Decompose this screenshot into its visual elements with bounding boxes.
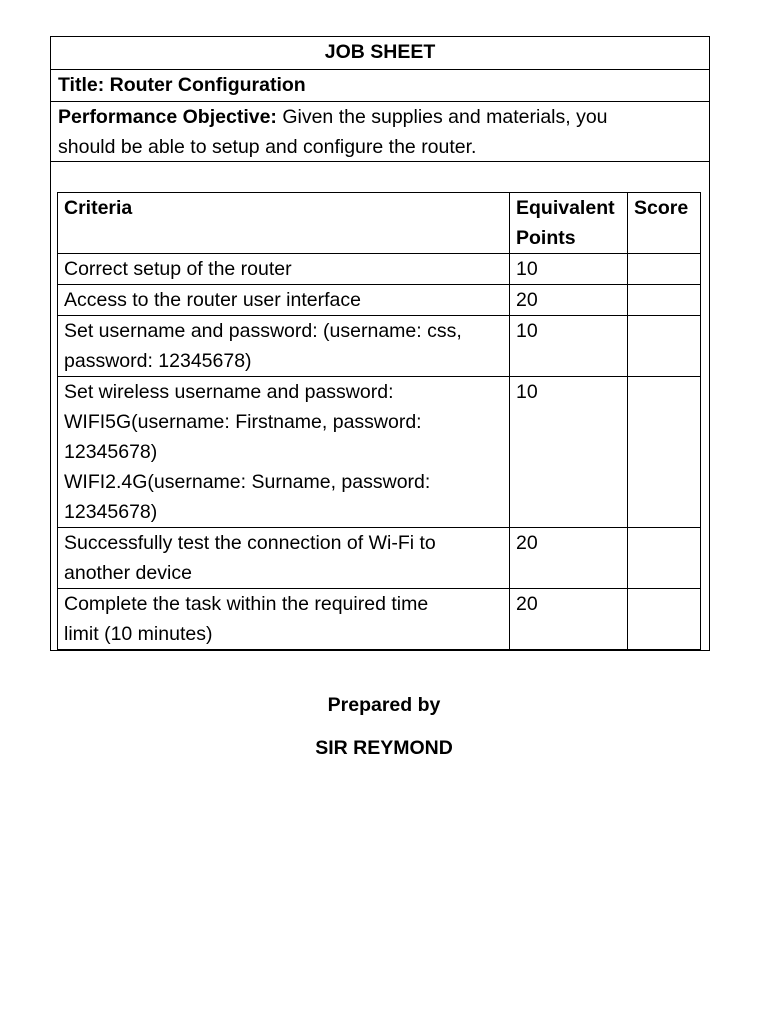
- table-row: [58, 254, 701, 285]
- points-cell: 20: [510, 589, 628, 650]
- score-cell[interactable]: [628, 316, 701, 377]
- table-row: [58, 316, 701, 377]
- table-row: [58, 528, 701, 589]
- criteria-table-wrapper: [51, 162, 709, 650]
- objective-label: Performance Objective:: [58, 106, 277, 128]
- header-equivalent-points: [510, 193, 628, 254]
- criteria-text: WIFI2.4G(username: Surname, password:: [64, 471, 431, 493]
- score-cell[interactable]: [628, 285, 701, 316]
- points-cell: 10: [510, 377, 628, 528]
- header-points-line2: Points: [516, 227, 576, 249]
- header-criteria: Criteria: [58, 193, 510, 254]
- criteria-cell: [58, 316, 510, 377]
- criteria-text: Successfully test the connection of Wi-Fi to: [64, 532, 436, 554]
- table-header-row: [58, 193, 701, 254]
- score-cell[interactable]: [628, 589, 701, 650]
- points-cell: 20: [510, 285, 628, 316]
- criteria-table-body: [58, 254, 701, 650]
- criteria-table: [57, 192, 701, 650]
- objective-text-line2: should be able to setup and configure the router.: [58, 136, 477, 158]
- criteria-cell: [58, 377, 510, 528]
- criteria-text: Complete the task within the required time: [64, 593, 429, 615]
- objective-text-line1: Given the supplies and materials, you: [276, 106, 608, 128]
- prepared-by-label: Prepared by: [327, 694, 441, 716]
- table-row: [58, 285, 701, 316]
- criteria-text: another device: [64, 562, 192, 584]
- criteria-text: Access to the router user interface: [64, 289, 361, 311]
- criteria-text: WIFI5G(username: Firstname, password:: [64, 411, 422, 433]
- criteria-cell: [58, 589, 510, 650]
- criteria-text: 12345678): [64, 501, 158, 523]
- job-sheet-heading: JOB SHEET: [51, 37, 709, 70]
- points-cell: 20: [510, 528, 628, 589]
- table-row: [58, 377, 701, 528]
- criteria-cell: [58, 285, 510, 316]
- performance-objective: [51, 102, 709, 162]
- criteria-cell: [58, 254, 510, 285]
- points-cell: 10: [510, 316, 628, 377]
- score-cell[interactable]: [628, 528, 701, 589]
- criteria-text: Correct setup of the router: [64, 258, 292, 280]
- job-sheet-title: Title: Router Configuration: [51, 70, 709, 102]
- job-sheet: [50, 36, 710, 651]
- header-score: Score: [628, 193, 701, 254]
- criteria-text: Set wireless username and password:: [64, 381, 394, 403]
- criteria-text: limit (10 minutes): [64, 623, 213, 645]
- header-points-line1: Equivalent: [516, 197, 615, 219]
- criteria-text: Set username and password: (username: css,: [64, 320, 462, 342]
- criteria-text: password: 12345678): [64, 350, 252, 372]
- score-cell[interactable]: [628, 377, 701, 528]
- criteria-text: 12345678): [64, 441, 158, 463]
- prepared-by-name: SIR REYMOND: [315, 737, 453, 759]
- points-cell: 10: [510, 254, 628, 285]
- criteria-cell: [58, 528, 510, 589]
- table-row: [58, 589, 701, 650]
- score-cell[interactable]: [628, 254, 701, 285]
